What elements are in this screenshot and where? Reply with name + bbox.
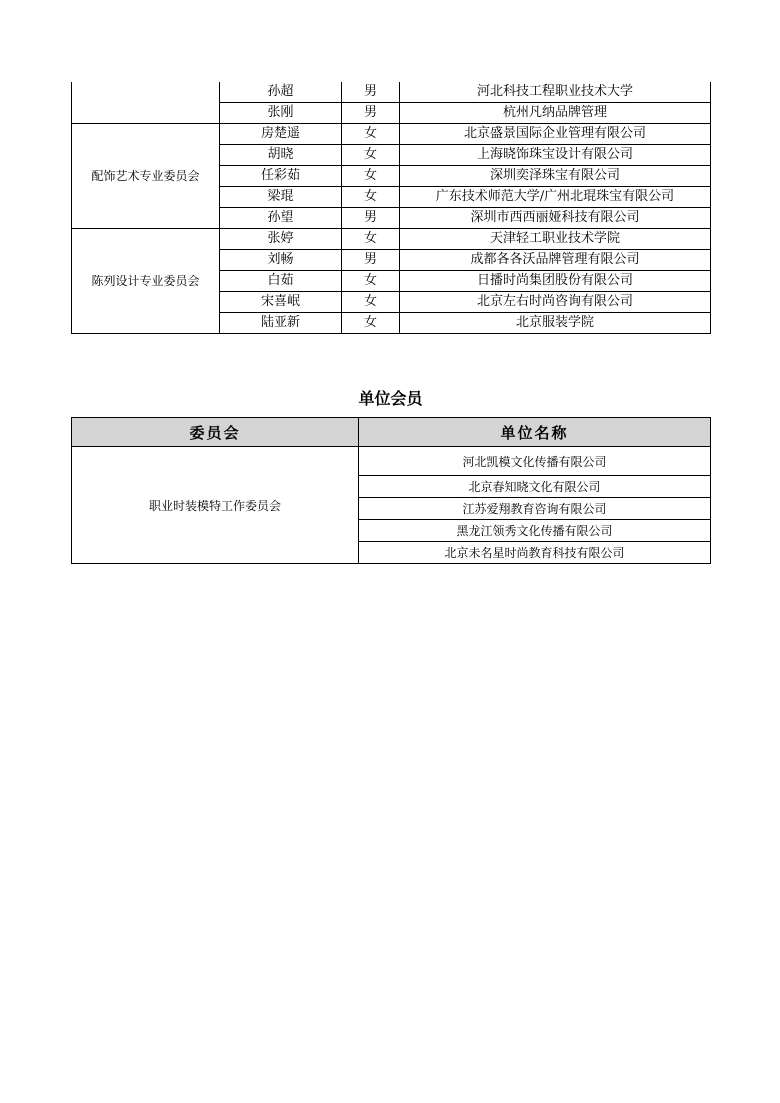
member-unit: 广东技术师范大学/广州北琨珠宝有限公司: [400, 187, 711, 208]
member-unit: 成都各各沃品牌管理有限公司: [400, 250, 711, 271]
table-row: [72, 229, 711, 250]
unit-name-cell: 江苏爱翔教育咨询有限公司: [359, 498, 711, 520]
column-header-committee: 委员会: [72, 418, 359, 447]
member-gender: 女: [342, 313, 400, 334]
member-name: 房楚遥: [220, 124, 342, 145]
member-unit: 杭州凡纳品牌管理: [400, 103, 711, 124]
column-header-unit-name: 单位名称: [359, 418, 711, 447]
unit-members-table: [71, 417, 711, 564]
member-unit: 河北科技工程职业技术大学: [400, 82, 711, 103]
unit-name-cell: 黑龙江领秀文化传播有限公司: [359, 520, 711, 542]
table-header-row: [72, 418, 711, 447]
committee-cell: 职业时装模特工作委员会: [72, 447, 359, 564]
member-gender: 女: [342, 229, 400, 250]
member-gender: 女: [342, 166, 400, 187]
member-name: 孙超: [220, 82, 342, 103]
member-unit: 天津轻工职业技术学院: [400, 229, 711, 250]
committee-cell: 陈列设计专业委员会: [72, 229, 220, 334]
member-unit: 日播时尚集团股份有限公司: [400, 271, 711, 292]
member-unit: 北京服装学院: [400, 313, 711, 334]
committee-cell: [72, 82, 220, 124]
member-name: 梁琨: [220, 187, 342, 208]
member-name: 白茹: [220, 271, 342, 292]
member-unit: 上海晓饰珠宝设计有限公司: [400, 145, 711, 166]
member-gender: 男: [342, 208, 400, 229]
member-unit: 深圳奕泽珠宝有限公司: [400, 166, 711, 187]
member-name: 胡晓: [220, 145, 342, 166]
member-gender: 女: [342, 187, 400, 208]
member-gender: 男: [342, 103, 400, 124]
member-name: 陆亚新: [220, 313, 342, 334]
member-gender: 男: [342, 250, 400, 271]
member-gender: 男: [342, 82, 400, 103]
member-name: 张刚: [220, 103, 342, 124]
member-unit: 北京盛景国际企业管理有限公司: [400, 124, 711, 145]
member-gender: 女: [342, 292, 400, 313]
member-name: 张婷: [220, 229, 342, 250]
member-name: 宋喜岷: [220, 292, 342, 313]
table-row: [72, 124, 711, 145]
unit-name-cell: 北京春知晓文化有限公司: [359, 476, 711, 498]
member-unit: 深圳市西西丽娅科技有限公司: [400, 208, 711, 229]
section-title: 单位会员: [358, 389, 423, 408]
member-unit: 北京左右时尚咨询有限公司: [400, 292, 711, 313]
table-row: [72, 82, 711, 103]
member-gender: 女: [342, 145, 400, 166]
table-row: [72, 447, 711, 476]
member-name: 孙望: [220, 208, 342, 229]
committee-cell: 配饰艺术专业委员会: [72, 124, 220, 229]
member-gender: 女: [342, 271, 400, 292]
member-gender: 女: [342, 124, 400, 145]
member-name: 刘畅: [220, 250, 342, 271]
member-name: 任彩茹: [220, 166, 342, 187]
unit-name-cell: 北京未名星时尚教育科技有限公司: [359, 542, 711, 564]
unit-name-cell: 河北凯模文化传播有限公司: [359, 447, 711, 476]
individual-members-table: [71, 82, 711, 334]
